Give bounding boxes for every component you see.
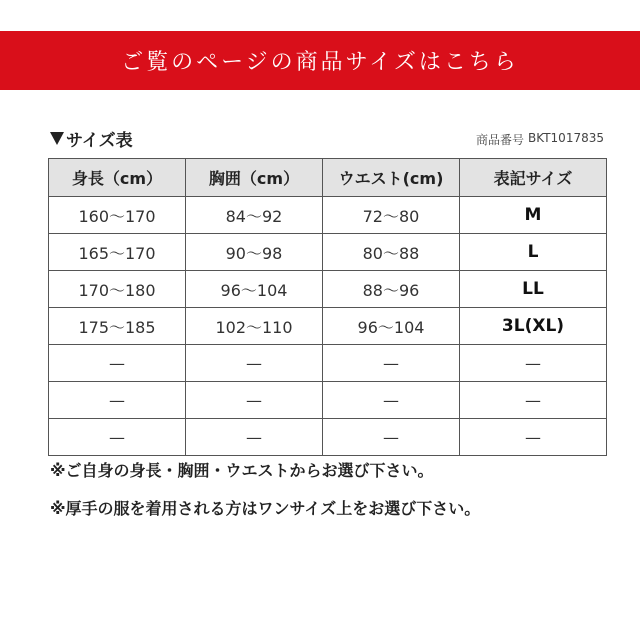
cell-size: L xyxy=(460,234,607,271)
cell-height: — xyxy=(49,382,186,419)
header-waist: ウエスト(cm) xyxy=(323,159,460,197)
cell-size: — xyxy=(460,345,607,382)
cell-chest: 102〜110 xyxy=(186,308,323,345)
cell-size: — xyxy=(460,419,607,456)
cell-chest: — xyxy=(186,419,323,456)
cell-waist: 88〜96 xyxy=(323,271,460,308)
cell-size: — xyxy=(460,382,607,419)
cell-waist: 96〜104 xyxy=(323,308,460,345)
header-size: 表記サイズ xyxy=(460,159,607,197)
cell-waist: — xyxy=(323,419,460,456)
cell-height: 175〜185 xyxy=(49,308,186,345)
section-title xyxy=(50,126,133,151)
note-size-selection: ※ご自身の身長・胸囲・ウエストからお選び下さい。 xyxy=(50,461,434,480)
cell-height: — xyxy=(49,419,186,456)
size-table xyxy=(48,158,607,456)
cell-waist: — xyxy=(323,382,460,419)
cell-waist: 80〜88 xyxy=(323,234,460,271)
table-row xyxy=(49,234,607,271)
cell-height: 160〜170 xyxy=(49,197,186,234)
cell-chest: 90〜98 xyxy=(186,234,323,271)
table-row xyxy=(49,308,607,345)
product-number-value: BKT1017835 xyxy=(528,131,604,145)
note-thick-clothing: ※厚手の服を着用される方はワンサイズ上をお選び下さい。 xyxy=(50,499,481,518)
cell-chest: 84〜92 xyxy=(186,197,323,234)
cell-size: LL xyxy=(460,271,607,308)
banner xyxy=(0,31,640,90)
cell-chest: — xyxy=(186,345,323,382)
header-chest: 胸囲（cm） xyxy=(186,159,323,197)
cell-height: 165〜170 xyxy=(49,234,186,271)
cell-size: M xyxy=(460,197,607,234)
table-row xyxy=(49,271,607,308)
banner-text: ご覧のページの商品サイズはこちら xyxy=(121,50,519,75)
cell-height: — xyxy=(49,345,186,382)
cell-waist: — xyxy=(323,345,460,382)
cell-chest: 96〜104 xyxy=(186,271,323,308)
table-row xyxy=(49,345,607,382)
table-row xyxy=(49,197,607,234)
product-number xyxy=(476,131,604,148)
cell-size: 3L(XL) xyxy=(460,308,607,345)
section-title-text: サイズ表 xyxy=(66,131,133,151)
product-number-label: 商品番号 xyxy=(476,133,525,147)
table-row xyxy=(49,419,607,456)
cell-waist: 72〜80 xyxy=(323,197,460,234)
cell-height: 170〜180 xyxy=(49,271,186,308)
table-row xyxy=(49,382,607,419)
cell-chest: — xyxy=(186,382,323,419)
table-header-row xyxy=(49,159,607,197)
triangle-down-icon xyxy=(50,132,64,145)
header-height: 身長（cm） xyxy=(49,159,186,197)
